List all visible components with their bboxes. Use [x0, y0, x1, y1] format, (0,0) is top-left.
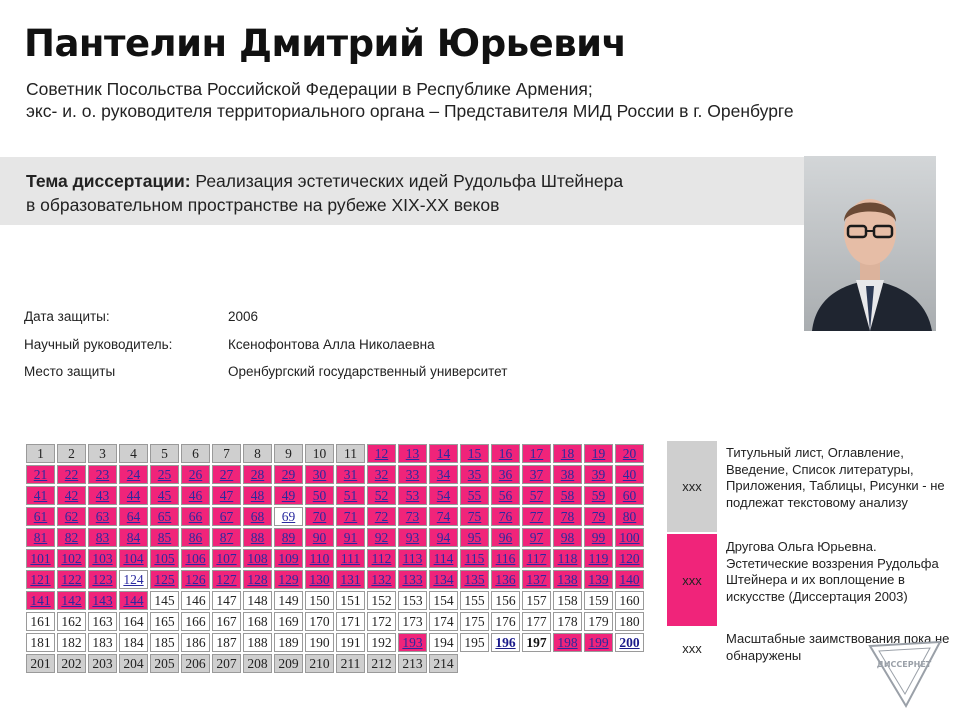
page-cell[interactable]: 104 — [119, 549, 148, 568]
page-cell[interactable]: 126 — [181, 570, 210, 589]
page-cell[interactable]: 25 — [150, 465, 179, 484]
page-cell[interactable]: 124 — [119, 570, 148, 589]
page-grid-row — [26, 507, 644, 526]
page-cell[interactable]: 127 — [212, 570, 241, 589]
page-cell: 208 — [243, 654, 272, 673]
page-grid-row — [26, 570, 644, 589]
page-cell: 176 — [491, 612, 520, 631]
page-cell[interactable]: 76 — [491, 507, 520, 526]
page-cell[interactable]: 116 — [491, 549, 520, 568]
page-cell[interactable]: 139 — [584, 570, 613, 589]
legend-swatch-excluded: xxx — [667, 441, 717, 532]
page-cell[interactable]: 35 — [460, 465, 489, 484]
page-cell[interactable]: 92 — [367, 528, 396, 547]
page-cell: 182 — [57, 633, 86, 652]
page-cell[interactable]: 23 — [88, 465, 117, 484]
page-cell[interactable]: 33 — [398, 465, 427, 484]
page-cell[interactable]: 48 — [243, 486, 272, 505]
page-cell[interactable]: 29 — [274, 465, 303, 484]
page-cell[interactable]: 14 — [429, 444, 458, 463]
page-cell[interactable]: 143 — [88, 591, 117, 610]
page-cell: 178 — [553, 612, 582, 631]
legend-swatch-borrowed: xxx — [667, 534, 717, 626]
page-grid-row — [26, 612, 644, 631]
page-cell: 8 — [243, 444, 272, 463]
page-cell[interactable]: 90 — [305, 528, 334, 547]
page-cell[interactable]: 106 — [181, 549, 210, 568]
page-grid-row — [26, 486, 644, 505]
page-cell[interactable]: 58 — [553, 486, 582, 505]
page-cell[interactable]: 110 — [305, 549, 334, 568]
page-cell: 153 — [398, 591, 427, 610]
legend-text-clean: Масштабные заимствования пока не обнаружены — [726, 631, 950, 663]
page-cell[interactable]: 79 — [584, 507, 613, 526]
page-cell[interactable]: 18 — [553, 444, 582, 463]
page-cell[interactable]: 134 — [429, 570, 458, 589]
page-cell[interactable]: 73 — [398, 507, 427, 526]
page-cell[interactable]: 121 — [26, 570, 55, 589]
page-cell: 161 — [26, 612, 55, 631]
page-cell: 171 — [336, 612, 365, 631]
page-cell[interactable]: 72 — [367, 507, 396, 526]
page-cell[interactable]: 98 — [553, 528, 582, 547]
page-cell[interactable]: 44 — [119, 486, 148, 505]
page-cell[interactable]: 138 — [553, 570, 582, 589]
page-cell[interactable]: 91 — [336, 528, 365, 547]
defense-place-value: Оренбургский государственный университет — [228, 364, 508, 379]
page-cell: 146 — [181, 591, 210, 610]
page-cell[interactable]: 89 — [274, 528, 303, 547]
advisor-value: Ксенофонтова Алла Николаевна — [228, 336, 435, 352]
page-cell: 7 — [212, 444, 241, 463]
page-cell: 152 — [367, 591, 396, 610]
page-cell: 157 — [522, 591, 551, 610]
page-cell[interactable]: 131 — [336, 570, 365, 589]
page-cell[interactable]: 95 — [460, 528, 489, 547]
page-cell[interactable]: 83 — [88, 528, 117, 547]
page-cell[interactable]: 47 — [212, 486, 241, 505]
page-cell[interactable]: 59 — [584, 486, 613, 505]
page-cell[interactable]: 50 — [305, 486, 334, 505]
page-cell[interactable]: 78 — [553, 507, 582, 526]
page-cell: 179 — [584, 612, 613, 631]
page-cell: 213 — [398, 654, 427, 673]
page-cell[interactable]: 46 — [181, 486, 210, 505]
page-cell[interactable]: 111 — [336, 549, 365, 568]
page-cell: 155 — [460, 591, 489, 610]
page-cell: 203 — [88, 654, 117, 673]
page-cell[interactable]: 101 — [26, 549, 55, 568]
page-cell[interactable]: 133 — [398, 570, 427, 589]
page-cell[interactable]: 20 — [615, 444, 644, 463]
page-cell: 204 — [119, 654, 148, 673]
portrait-icon — [804, 156, 936, 331]
page-cell: 194 — [429, 633, 458, 652]
page-cell[interactable]: 40 — [615, 465, 644, 484]
page-cell[interactable]: 30 — [305, 465, 334, 484]
page-cell[interactable]: 193 — [398, 633, 427, 652]
page-grid-row — [26, 528, 644, 547]
position-line-2: экс- и. о. руководителя территориального органа – Представителя МИД России в г. Оренбурге — [26, 101, 794, 121]
page-cell: 185 — [150, 633, 179, 652]
page-cell: 10 — [305, 444, 334, 463]
page-cell: 148 — [243, 591, 272, 610]
page-cell[interactable]: 49 — [274, 486, 303, 505]
page-cell[interactable]: 120 — [615, 549, 644, 568]
page-cell[interactable]: 109 — [274, 549, 303, 568]
page-cell: 210 — [305, 654, 334, 673]
page-cell: 166 — [181, 612, 210, 631]
page-cell: 162 — [57, 612, 86, 631]
page-cell[interactable]: 17 — [522, 444, 551, 463]
page-cell: 170 — [305, 612, 334, 631]
page-cell[interactable]: 45 — [150, 486, 179, 505]
page-cell[interactable]: 63 — [88, 507, 117, 526]
page-cell: 4 — [119, 444, 148, 463]
page-cell[interactable]: 67 — [212, 507, 241, 526]
page-cell[interactable]: 15 — [460, 444, 489, 463]
page-cell[interactable]: 62 — [57, 507, 86, 526]
page-cell[interactable]: 36 — [491, 465, 520, 484]
page-cell[interactable]: 26 — [181, 465, 210, 484]
page-cell[interactable]: 140 — [615, 570, 644, 589]
page-cell[interactable]: 38 — [553, 465, 582, 484]
page-cell[interactable]: 68 — [243, 507, 272, 526]
theme-line-2: в образовательном пространстве на рубеже XIX-XX веков — [26, 195, 500, 215]
page-cell: 164 — [119, 612, 148, 631]
page-cell: 188 — [243, 633, 272, 652]
page-cell[interactable]: 107 — [212, 549, 241, 568]
page-cell: 173 — [398, 612, 427, 631]
page-cell: 165 — [150, 612, 179, 631]
page-grid-row — [26, 465, 644, 484]
page-cell: 187 — [212, 633, 241, 652]
page-cell: 2 — [57, 444, 86, 463]
position-line-1: Советник Посольства Российской Федерации в Республике Армения; — [26, 79, 593, 99]
page-cell[interactable]: 54 — [429, 486, 458, 505]
page-cell: 211 — [336, 654, 365, 673]
page-cell: 212 — [367, 654, 396, 673]
defense-info — [24, 309, 507, 392]
page-cell[interactable]: 97 — [522, 528, 551, 547]
page-cell[interactable]: 86 — [181, 528, 210, 547]
page-cell: 168 — [243, 612, 272, 631]
page-cell: 214 — [429, 654, 458, 673]
page-cell[interactable]: 115 — [460, 549, 489, 568]
page-cell[interactable]: 69 — [274, 507, 303, 526]
page-cell: 180 — [615, 612, 644, 631]
page-cell[interactable]: 100 — [615, 528, 644, 547]
page-cell[interactable]: 132 — [367, 570, 396, 589]
page-cell[interactable]: 93 — [398, 528, 427, 547]
page-cell[interactable]: 13 — [398, 444, 427, 463]
defense-date-value: 2006 — [228, 309, 259, 324]
page-cell[interactable]: 105 — [150, 549, 179, 568]
page-cell[interactable]: 144 — [119, 591, 148, 610]
page-cell[interactable]: 128 — [243, 570, 272, 589]
page-cell[interactable]: 24 — [119, 465, 148, 484]
page-cell[interactable]: 135 — [460, 570, 489, 589]
page-cell[interactable]: 123 — [88, 570, 117, 589]
defense-date-row — [24, 309, 507, 337]
page-cell[interactable]: 125 — [150, 570, 179, 589]
page-cell[interactable]: 113 — [398, 549, 427, 568]
page-grid-row — [26, 549, 644, 568]
page-cell[interactable]: 87 — [212, 528, 241, 547]
page-cell[interactable]: 39 — [584, 465, 613, 484]
page-cell[interactable]: 66 — [181, 507, 210, 526]
page-cell[interactable]: 60 — [615, 486, 644, 505]
page-grid — [24, 442, 646, 675]
page-cell[interactable]: 102 — [57, 549, 86, 568]
page-cell[interactable]: 99 — [584, 528, 613, 547]
page-cell[interactable]: 88 — [243, 528, 272, 547]
page-cell[interactable]: 56 — [491, 486, 520, 505]
page-grid-row — [26, 444, 644, 463]
page-cell[interactable]: 200 — [615, 633, 644, 652]
page-cell[interactable]: 85 — [150, 528, 179, 547]
page-cell: 6 — [181, 444, 210, 463]
page-cell[interactable]: 43 — [88, 486, 117, 505]
defense-place-label: Место защиты — [24, 364, 116, 379]
defense-date-label: Дата защиты: — [24, 309, 110, 324]
page-cell: 184 — [119, 633, 148, 652]
page-cell[interactable]: 12 — [367, 444, 396, 463]
page-cell[interactable]: 55 — [460, 486, 489, 505]
page-grid-row — [26, 591, 644, 610]
page-cell[interactable]: 80 — [615, 507, 644, 526]
page-cell[interactable]: 130 — [305, 570, 334, 589]
page-cell: 191 — [336, 633, 365, 652]
page-cell: 175 — [460, 612, 489, 631]
page-cell[interactable]: 74 — [429, 507, 458, 526]
page-cell[interactable]: 141 — [26, 591, 55, 610]
page-cell[interactable]: 71 — [336, 507, 365, 526]
page-cell: 169 — [274, 612, 303, 631]
page-cell: 205 — [150, 654, 179, 673]
page-cell[interactable]: 41 — [26, 486, 55, 505]
page-cell[interactable]: 65 — [150, 507, 179, 526]
page-cell: 206 — [181, 654, 210, 673]
page-cell[interactable]: 64 — [119, 507, 148, 526]
page-cell[interactable]: 53 — [398, 486, 427, 505]
page-cell: 1 — [26, 444, 55, 463]
page-cell[interactable]: 136 — [491, 570, 520, 589]
page-cell[interactable]: 137 — [522, 570, 551, 589]
page-cell[interactable]: 51 — [336, 486, 365, 505]
page-cell[interactable]: 82 — [57, 528, 86, 547]
page-cell[interactable]: 37 — [522, 465, 551, 484]
page-cell[interactable]: 119 — [584, 549, 613, 568]
page-cell[interactable]: 27 — [212, 465, 241, 484]
page-cell[interactable]: 114 — [429, 549, 458, 568]
page-cell: 3 — [88, 444, 117, 463]
page-cell[interactable]: 96 — [491, 528, 520, 547]
page-cell: 192 — [367, 633, 396, 652]
page-cell: 181 — [26, 633, 55, 652]
page-cell: 207 — [212, 654, 241, 673]
page-cell[interactable]: 129 — [274, 570, 303, 589]
person-position — [26, 78, 794, 122]
page-cell: 189 — [274, 633, 303, 652]
theme-label: Тема диссертации: — [26, 171, 191, 191]
advisor-label: Научный руководитель: — [24, 336, 173, 352]
page-cell: 163 — [88, 612, 117, 631]
page-cell[interactable]: 70 — [305, 507, 334, 526]
page-cell: 156 — [491, 591, 520, 610]
theme-line-1: Реализация эстетических идей Рудольфа Штейнера — [190, 171, 624, 191]
page-cell[interactable]: 103 — [88, 549, 117, 568]
legend-text-excluded: Титульный лист, Оглавление, Введение, Список литературы, Приложения, Таблицы, Рисунки - не подлежат текстовому анализу — [726, 445, 945, 510]
person-name: Пантелин Дмитрий Юрьевич — [24, 22, 627, 65]
page-cell: 158 — [553, 591, 582, 610]
page-cell[interactable]: 199 — [584, 633, 613, 652]
page-cell[interactable]: 22 — [57, 465, 86, 484]
seal-text: ДИССЕРНЕТ — [876, 660, 932, 669]
page-cell[interactable]: 61 — [26, 507, 55, 526]
page-cell: 5 — [150, 444, 179, 463]
page-cell: 154 — [429, 591, 458, 610]
page-cell: 183 — [88, 633, 117, 652]
page-cell[interactable]: 34 — [429, 465, 458, 484]
page-cell: 172 — [367, 612, 396, 631]
defense-place-row — [24, 364, 507, 392]
page-grid-row — [26, 633, 644, 652]
page-cell: 177 — [522, 612, 551, 631]
page-cell: 190 — [305, 633, 334, 652]
page-cell: 9 — [274, 444, 303, 463]
page-cell[interactable]: 77 — [522, 507, 551, 526]
advisor-row — [24, 337, 507, 365]
page-cell[interactable]: 118 — [553, 549, 582, 568]
page-cell[interactable]: 28 — [243, 465, 272, 484]
page-cell[interactable]: 112 — [367, 549, 396, 568]
page-cell[interactable]: 198 — [553, 633, 582, 652]
page-cell: 209 — [274, 654, 303, 673]
page-cell: 186 — [181, 633, 210, 652]
page-cell: 174 — [429, 612, 458, 631]
page-cell[interactable]: 81 — [26, 528, 55, 547]
page-cell[interactable]: 16 — [491, 444, 520, 463]
page-cell: 160 — [615, 591, 644, 610]
page-cell[interactable]: 42 — [57, 486, 86, 505]
dissertation-theme — [26, 169, 623, 217]
page-cell[interactable]: 32 — [367, 465, 396, 484]
page-cell[interactable]: 19 — [584, 444, 613, 463]
page-cell: 150 — [305, 591, 334, 610]
page-cell[interactable]: 108 — [243, 549, 272, 568]
page-cell[interactable]: 52 — [367, 486, 396, 505]
page-cell[interactable]: 21 — [26, 465, 55, 484]
page-grid-row — [26, 654, 644, 673]
page-cell[interactable]: 75 — [460, 507, 489, 526]
page-cell[interactable]: 142 — [57, 591, 86, 610]
page-cell[interactable]: 31 — [336, 465, 365, 484]
page-cell[interactable]: 57 — [522, 486, 551, 505]
legend-swatch-clean: xxx — [667, 628, 717, 668]
page-cell: 159 — [584, 591, 613, 610]
page-cell: 145 — [150, 591, 179, 610]
portrait-photo — [804, 156, 936, 331]
page-cell: 147 — [212, 591, 241, 610]
page-cell[interactable]: 94 — [429, 528, 458, 547]
dissernet-seal-icon — [866, 636, 944, 710]
page-cell: 201 — [26, 654, 55, 673]
page-cell[interactable]: 84 — [119, 528, 148, 547]
page-cell[interactable]: 117 — [522, 549, 551, 568]
page-cell[interactable]: 122 — [57, 570, 86, 589]
page-cell: 151 — [336, 591, 365, 610]
legend-text-borrowed: Другова Ольга Юрьевна. Эстетические воззрения Рудольфа Штейнера и их воплощение в искусстве (Диссертация 2003) — [726, 539, 939, 604]
page-cell: 202 — [57, 654, 86, 673]
page-cell: 197 — [522, 633, 551, 652]
page-cell: 195 — [460, 633, 489, 652]
page-cell[interactable]: 196 — [491, 633, 520, 652]
page-cell: 167 — [212, 612, 241, 631]
page-cell: 11 — [336, 444, 365, 463]
page-cell: 149 — [274, 591, 303, 610]
